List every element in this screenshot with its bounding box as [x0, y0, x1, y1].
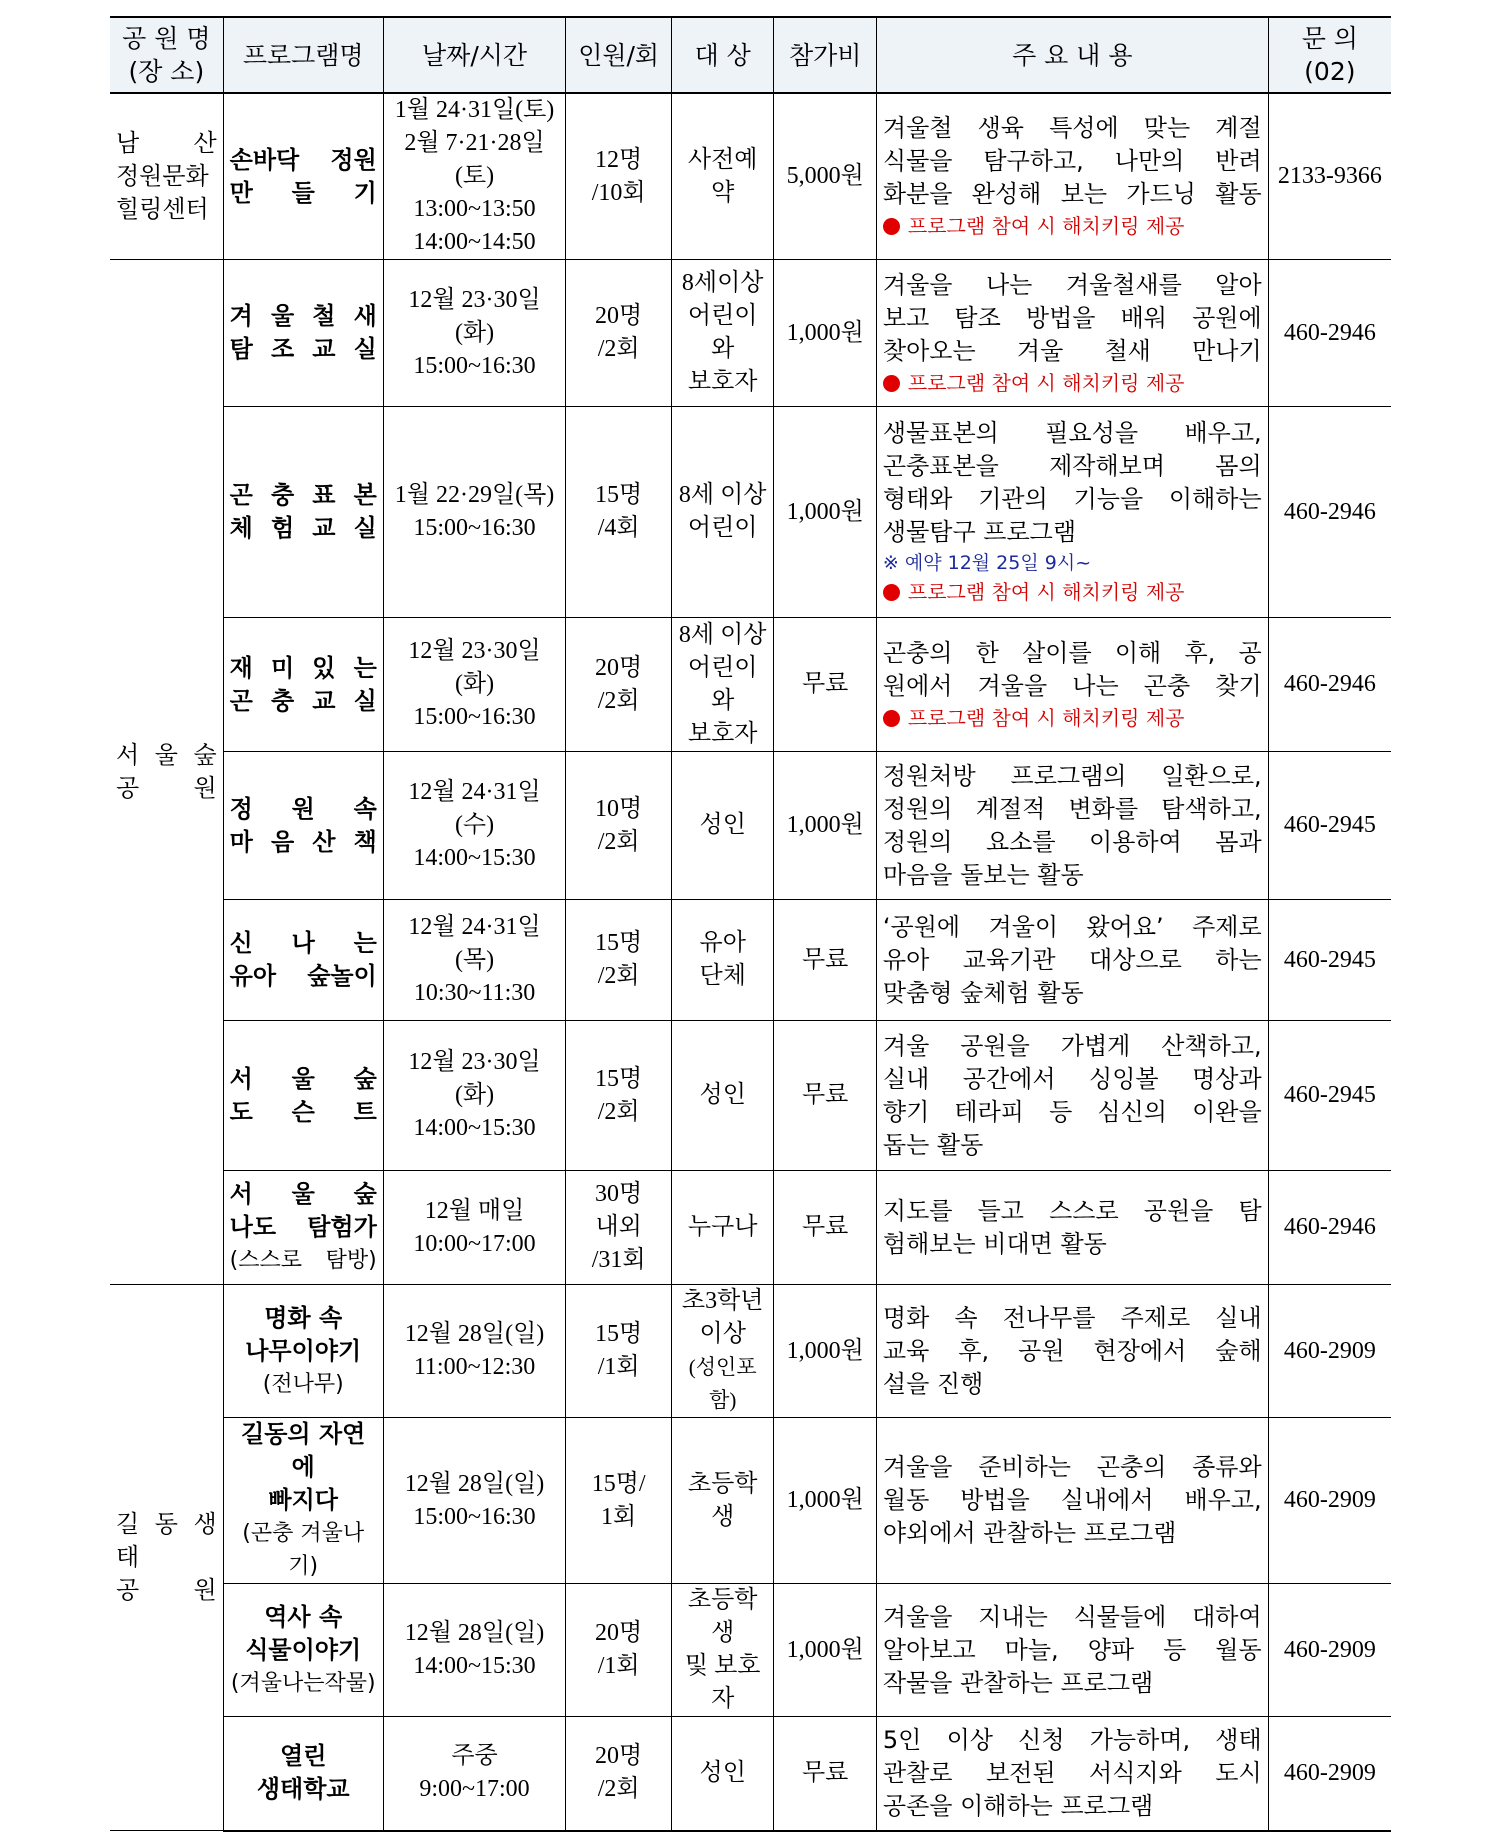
date-time: 12월 24·31일(수) 14:00~15:30 [383, 752, 566, 900]
date-time: 12월 23·30일(화) 15:00~16:30 [383, 260, 566, 407]
program-name: 길동의 자연에 빠지다 (곤충 겨울나기) [223, 1418, 383, 1584]
target: 8세이상 어린이와 보호자 [671, 260, 773, 407]
contact-phone: 460-2909 [1268, 1285, 1391, 1418]
contact-phone: 460-2909 [1268, 1584, 1391, 1717]
table-row [110, 1285, 1391, 1418]
contact-phone: 460-2945 [1268, 900, 1391, 1021]
program-table [110, 16, 1391, 1832]
main-content: 지도를 들고 스스로 공원을 탐 험해보는 비대면 활동 [876, 1171, 1268, 1285]
contact-phone: 460-2946 [1268, 618, 1391, 752]
capacity: 15명 /4회 [566, 407, 672, 618]
fee: 무료 [774, 618, 876, 752]
target: 성인 [671, 752, 773, 900]
capacity: 15명 /1회 [566, 1285, 672, 1418]
fee: 1,000원 [774, 1584, 876, 1717]
keyring-note: 프로그램 참여 시 해치키링 제공 [883, 368, 1262, 398]
main-content: 겨울을 준비하는 곤충의 종류와 월동 방법을 실내에서 배우고, 야외에서 관찰하는 프로그램 [876, 1418, 1268, 1584]
date-time: 1월 24·31일(토) 2월 7·21·28일(토) 13:00~13:50 14:00~14:50 [383, 93, 566, 260]
fee: 무료 [774, 1717, 876, 1831]
main-content: 겨울을 지내는 식물들에 대하여 알아보고 마늘, 양파 등 월동 작물을 관찰하는 프로그램 [876, 1584, 1268, 1717]
header-contact: 문 의 (02) [1268, 17, 1391, 93]
keyring-note: 프로그램 참여 시 해치키링 제공 [883, 211, 1262, 241]
capacity: 15명 /2회 [566, 1021, 672, 1171]
date-time: 12월 23·30일(화) 14:00~15:30 [383, 1021, 566, 1171]
park-gildong: 길 동 생 태 공 원 [110, 1285, 223, 1831]
target: 유아 단체 [671, 900, 773, 1021]
fee: 1,000원 [774, 752, 876, 900]
program-name: 곤 충 표 본 체 험 교 실 [223, 407, 383, 618]
capacity: 30명 내외 /31회 [566, 1171, 672, 1285]
main-content: 겨울철 생육 특성에 맞는 계절 식물을 탐구하고, 나만의 반려 화분을 완성해 보는 가드닝 활동 프로그램 참여 시 해치키링 제공 [876, 93, 1268, 260]
capacity: 20명 /2회 [566, 1717, 672, 1831]
contact-phone: 460-2945 [1268, 1021, 1391, 1171]
program-name: 재 미 있 는 곤 충 교 실 [223, 618, 383, 752]
main-content: 겨울 공원을 가볍게 산책하고, 실내 공간에서 싱잉볼 명상과 향기 테라피 등 심신의 이완을 돕는 활동 [876, 1021, 1268, 1171]
header-fee: 참가비 [774, 17, 876, 93]
contact-phone: 460-2909 [1268, 1717, 1391, 1831]
main-content: ‘공원에 겨울이 왔어요’ 주제로 유아 교육기관 대상으로 하는 맞춤형 숲체험 활동 [876, 900, 1268, 1021]
fee: 1,000원 [774, 1418, 876, 1584]
contact-phone: 460-2909 [1268, 1418, 1391, 1584]
header-program: 프로그램명 [223, 17, 383, 93]
red-dot-icon [883, 584, 900, 601]
capacity: 20명 /1회 [566, 1584, 672, 1717]
contact-phone: 460-2946 [1268, 1171, 1391, 1285]
date-time: 12월 28일(일) 14:00~15:30 [383, 1584, 566, 1717]
fee: 1,000원 [774, 260, 876, 407]
program-name: 서 울 숲 나도 탐험가 (스스로 탐방) [223, 1171, 383, 1285]
header-park: 공 원 명 (장 소) [110, 17, 223, 93]
red-dot-icon [883, 710, 900, 727]
capacity: 20명 /2회 [566, 260, 672, 407]
program-name: 신 나 는 유아 숲놀이 [223, 900, 383, 1021]
red-dot-icon [883, 375, 900, 392]
header-row [110, 17, 1391, 93]
fee: 1,000원 [774, 1285, 876, 1418]
table-row [110, 260, 1391, 407]
fee: 무료 [774, 1021, 876, 1171]
main-content: 정원처방 프로그램의 일환으로, 정원의 계절적 변화를 탐색하고, 정원의 요소를 이용하여 몸과 마음을 돌보는 활동 [876, 752, 1268, 900]
table-row [110, 618, 1391, 752]
program-name: 겨 울 철 새 탐 조 교 실 [223, 260, 383, 407]
reservation-memo: ※ 예약 12월 25일 9시~ [882, 552, 1092, 574]
date-time: 12월 23·30일(화) 15:00~16:30 [383, 618, 566, 752]
program-name: 역사 속 식물이야기 (겨울나는작물) [223, 1584, 383, 1717]
date-time: 주중 9:00~17:00 [383, 1717, 566, 1831]
program-name: 명화 속 나무이야기 (전나무) [223, 1285, 383, 1418]
contact-phone: 2133-9366 [1268, 93, 1391, 260]
table-row [110, 1021, 1391, 1171]
target: 8세 이상 어린이와 보호자 [671, 618, 773, 752]
target: 초등학생 [671, 1418, 773, 1584]
program-name: 열린 생태학교 [223, 1717, 383, 1831]
date-time: 12월 매일 10:00~17:00 [383, 1171, 566, 1285]
program-name: 정 원 속 마 음 산 책 [223, 752, 383, 900]
main-content: 곤충의 한 살이를 이해 후, 공 원에서 겨울을 나는 곤충 찾기 프로그램 참여 시 해치키링 제공 [876, 618, 1268, 752]
main-content: 5인 이상 신청 가능하며, 생태 관찰로 보전된 서식지와 도시 공존을 이해하는 프로그램 [876, 1717, 1268, 1831]
main-content: 명화 속 전나무를 주제로 실내 교육 후, 공원 현장에서 숲해 설을 진행 [876, 1285, 1268, 1418]
date-time: 1월 22·29일(목) 15:00~16:30 [383, 407, 566, 618]
contact-phone: 460-2946 [1268, 260, 1391, 407]
header-datetime: 날짜/시간 [383, 17, 566, 93]
date-time: 12월 24·31일(목) 10:30~11:30 [383, 900, 566, 1021]
target: 누구나 [671, 1171, 773, 1285]
capacity: 15명/ 1회 [566, 1418, 672, 1584]
table-row [110, 1717, 1391, 1831]
target: 성인 [671, 1717, 773, 1831]
fee: 5,000원 [774, 93, 876, 260]
park-namsan: 남 산 정원문화 힐링센터 [110, 93, 223, 260]
contact-phone: 460-2946 [1268, 407, 1391, 618]
fee: 1,000원 [774, 407, 876, 618]
red-dot-icon [883, 218, 900, 235]
table-row [110, 752, 1391, 900]
main-content: 겨울을 나는 겨울철새를 알아 보고 탐조 방법을 배워 공원에 찾아오는 겨울 철새 만나기 프로그램 참여 시 해치키링 제공 [876, 260, 1268, 407]
main-content: 생물표본의 필요성을 배우고, 곤충표본을 제작해보며 몸의 형태와 기관의 기능을 이해하는 생물탐구 프로그램 ※ 예약 12월 25일 9시~ 프로그램 참여 시 해치키링 제공 [876, 407, 1268, 618]
keyring-note: 프로그램 참여 시 해치키링 제공 [883, 577, 1262, 607]
fee: 무료 [774, 900, 876, 1021]
table-row [110, 1584, 1391, 1717]
program-name: 손바닥 정원 만 들 기 [223, 93, 383, 260]
program-name: 서 울 숲 도 슨 트 [223, 1021, 383, 1171]
header-capacity: 인원/회 [566, 17, 672, 93]
contact-phone: 460-2945 [1268, 752, 1391, 900]
table-row [110, 407, 1391, 618]
table-row [110, 93, 1391, 260]
target: 사전예약 [671, 93, 773, 260]
capacity: 12명 /10회 [566, 93, 672, 260]
table-row [110, 1418, 1391, 1584]
target: 초등학생 및 보호자 [671, 1584, 773, 1717]
capacity: 10명 /2회 [566, 752, 672, 900]
target: 성인 [671, 1021, 773, 1171]
table-row [110, 900, 1391, 1021]
target: 8세 이상 어린이 [671, 407, 773, 618]
date-time: 12월 28일(일) 15:00~16:30 [383, 1418, 566, 1584]
header-content: 주 요 내 용 [876, 17, 1268, 93]
park-seoul-forest: 서 울 숲 공 원 [110, 260, 223, 1285]
capacity: 20명 /2회 [566, 618, 672, 752]
date-time: 12월 28일(일) 11:00~12:30 [383, 1285, 566, 1418]
keyring-note: 프로그램 참여 시 해치키링 제공 [883, 703, 1262, 733]
capacity: 15명 /2회 [566, 900, 672, 1021]
fee: 무료 [774, 1171, 876, 1285]
target: 초3학년 이상 (성인포함) [671, 1285, 773, 1418]
table-row [110, 1171, 1391, 1285]
header-target: 대 상 [671, 17, 773, 93]
